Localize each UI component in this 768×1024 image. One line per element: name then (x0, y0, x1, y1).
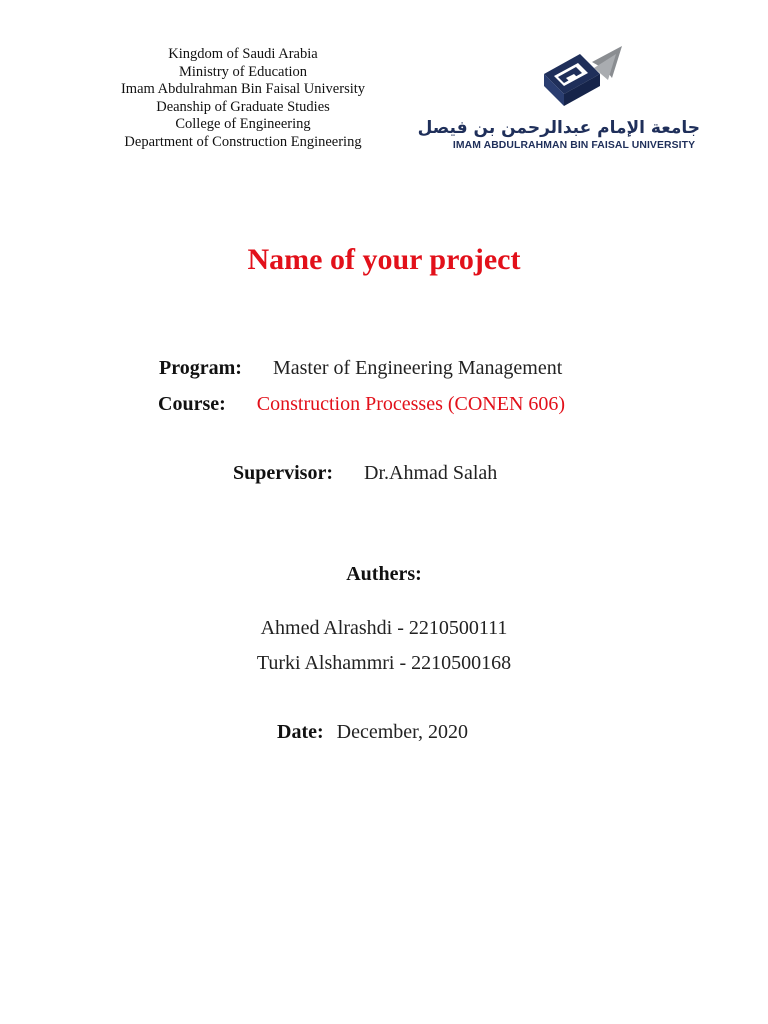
author-item: Turki Alshammri - 2210500168 (256, 652, 512, 674)
date-label: Date: (277, 721, 324, 743)
program-value: Master of Engineering Management (272, 357, 563, 379)
project-title: Name of your project (247, 243, 521, 276)
logo-english-text: IMAM ABDULRAHMAN BIN FAISAL UNIVERSITY (452, 140, 696, 151)
header-line-ministry: Ministry of Education (178, 63, 308, 80)
author-item: Ahmed Alrashdi - 2210500111 (260, 617, 508, 639)
authors-heading: Authers: (346, 563, 422, 585)
university-logo (417, 40, 708, 160)
supervisor-label: Supervisor: (233, 462, 333, 484)
supervisor-value: Dr.Ahmad Salah (364, 462, 498, 484)
date-row (277, 721, 468, 744)
course-label: Course: (158, 393, 226, 415)
program-label: Program: (159, 357, 242, 379)
supervisor-row (233, 462, 497, 485)
date-value: December, 2020 (336, 721, 469, 743)
institution-header (60, 46, 426, 151)
header-line-deanship: Deanship of Graduate Studies (156, 98, 330, 115)
header-line-university: Imam Abdulrahman Bin Faisal University (120, 81, 366, 97)
program-row (159, 357, 562, 380)
header-line-kingdom: Kingdom of Saudi Arabia (168, 46, 318, 62)
logo-arabic-text: جامعة الإمام عبدالرحمن بن فيصل (417, 118, 700, 138)
course-row (158, 393, 565, 416)
university-emblem-icon (536, 44, 628, 116)
header-line-college: College of Engineering (175, 116, 311, 132)
header-line-department: Department of Construction Engineering (124, 133, 362, 150)
course-value: Construction Processes (CONEN 606) (256, 393, 566, 415)
